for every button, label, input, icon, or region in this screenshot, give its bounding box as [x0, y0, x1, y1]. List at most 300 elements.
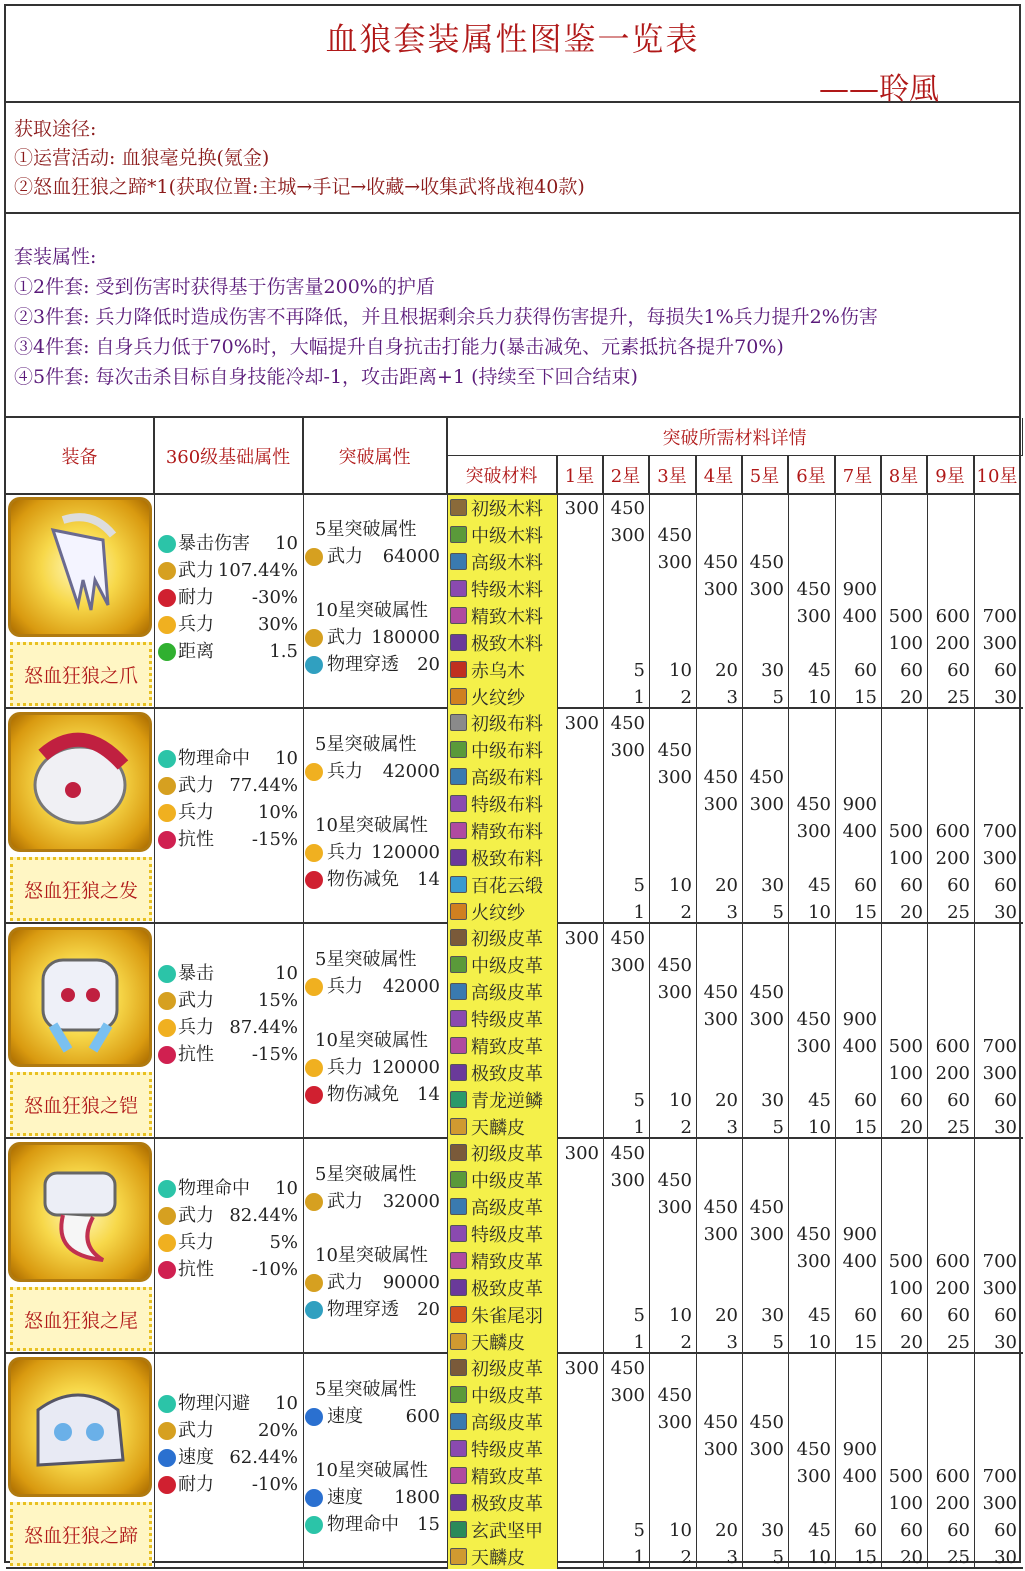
- material-amount: 600: [935, 821, 970, 842]
- materials-column: [447, 1354, 557, 1569]
- equipment-name: 怒血狂狼之尾: [10, 1287, 152, 1351]
- stat-label: 兵力: [327, 761, 363, 782]
- material-amount: 45: [808, 1090, 831, 1111]
- material-name: 特级皮革: [471, 1440, 543, 1461]
- material-item: [447, 1166, 557, 1193]
- obtain-section: [6, 103, 1019, 214]
- material-amount: 5: [633, 875, 645, 896]
- crit-damage-icon: [158, 535, 176, 553]
- material-name: 特级布料: [471, 795, 543, 816]
- material-amount: 300: [796, 1036, 831, 1057]
- grid-line-vertical: [603, 456, 604, 1569]
- material-amount: 300: [564, 498, 599, 519]
- attribute-label: 耐力: [178, 1474, 214, 1495]
- breakthrough-stat: [303, 1403, 446, 1430]
- material-amount: 100: [888, 1278, 923, 1299]
- breakthrough-heading-text: 5星突破属性: [315, 519, 417, 540]
- attribute-label: 武力: [178, 1420, 214, 1441]
- base-attributes: [156, 745, 300, 853]
- breakthrough-stat: [303, 1081, 446, 1108]
- grid-line-vertical: [788, 456, 789, 1569]
- header-star-2: 2星: [603, 456, 649, 494]
- author-signature: ——聆風: [819, 72, 939, 107]
- material-amount: 300: [703, 1439, 738, 1460]
- attribute-value: 10: [275, 963, 298, 984]
- material-item: [447, 924, 557, 951]
- material-amount: 60: [994, 875, 1017, 896]
- material-amount: 15: [854, 1117, 877, 1138]
- grid-line-vertical: [154, 418, 155, 1569]
- attribute-value: 15%: [257, 990, 298, 1011]
- material-amount: 5: [633, 660, 645, 681]
- material-icon: [450, 1359, 467, 1376]
- material-amount: 450: [703, 1197, 738, 1218]
- material-amount: 60: [900, 1090, 923, 1111]
- base-attribute: [156, 1417, 300, 1444]
- penetration-icon: [305, 1301, 323, 1319]
- grid-line-vertical: [303, 418, 304, 1569]
- material-amount: 450: [796, 794, 831, 815]
- speed-icon: [305, 1489, 323, 1507]
- material-item: [447, 494, 557, 521]
- speed-icon: [305, 1408, 323, 1426]
- material-amount: 20: [715, 1520, 738, 1541]
- grid-line-vertical: [881, 456, 882, 1569]
- material-item: [447, 709, 557, 736]
- material-item: [447, 844, 557, 871]
- attribute-label: 物理闪避: [178, 1393, 250, 1414]
- material-amount: 10: [808, 1117, 831, 1138]
- attribute-value: 62.44%: [229, 1447, 298, 1468]
- material-item: [447, 951, 557, 978]
- breakthrough-stat: [303, 1269, 446, 1296]
- material-amount: 300: [796, 821, 831, 842]
- troops-icon: [158, 804, 176, 822]
- material-amount: 60: [900, 1520, 923, 1541]
- material-name: 玄武坚甲: [471, 1521, 543, 1542]
- material-amount: 300: [982, 1278, 1017, 1299]
- stat-value: 14: [417, 1084, 440, 1105]
- material-icon: [450, 903, 467, 920]
- attribute-value: 5%: [269, 1232, 298, 1253]
- material-amount: 1: [633, 1332, 645, 1353]
- material-item: [447, 1113, 557, 1140]
- material-amount: 20: [900, 1332, 923, 1353]
- material-name: 精致皮革: [471, 1037, 543, 1058]
- material-amount: 300: [796, 1466, 831, 1487]
- material-amount: 1: [633, 1547, 645, 1568]
- material-item: [447, 548, 557, 575]
- material-amount: 300: [610, 1385, 645, 1406]
- material-amount: 100: [888, 848, 923, 869]
- material-amount: 300: [610, 955, 645, 976]
- material-icon: [450, 1440, 467, 1457]
- material-amount: 450: [657, 1170, 692, 1191]
- material-name: 青龙逆鳞: [471, 1091, 543, 1112]
- attribute-label: 抗性: [178, 1044, 214, 1065]
- material-name: 中级木料: [471, 526, 543, 547]
- material-amount: 20: [900, 1117, 923, 1138]
- stamina-icon: [158, 589, 176, 607]
- sword-icon: [158, 1207, 176, 1225]
- material-icon: [450, 1333, 467, 1350]
- material-icon: [450, 1386, 467, 1403]
- material-amount: 30: [994, 687, 1017, 708]
- equipment-icon: [8, 927, 152, 1067]
- breakthrough-stat: [303, 1188, 446, 1215]
- material-name: 初级布料: [471, 714, 543, 735]
- material-amount: 450: [796, 579, 831, 600]
- materials-column: [447, 924, 557, 1139]
- material-amount: 2: [680, 1547, 692, 1568]
- material-amount: 450: [610, 713, 645, 734]
- material-item: [447, 1408, 557, 1435]
- material-name: 精致皮革: [471, 1252, 543, 1273]
- base-attribute: [156, 826, 300, 853]
- material-amount: 2: [680, 902, 692, 923]
- penetration-icon: [305, 656, 323, 674]
- base-attribute: [156, 1444, 300, 1471]
- base-attribute: [156, 611, 300, 638]
- base-attribute: [156, 960, 300, 987]
- material-icon: [450, 634, 467, 651]
- set-bonus-2pc: ①2件套: 受到伤害时获得基于伤害量200%的护盾: [14, 276, 435, 298]
- breakthrough-attributes: [303, 516, 446, 678]
- material-icon: [450, 661, 467, 678]
- material-icon: [450, 929, 467, 946]
- attribute-value: 20%: [257, 1420, 298, 1441]
- material-icon: [450, 499, 467, 516]
- material-amount: 300: [703, 1224, 738, 1245]
- material-icon: [450, 1548, 467, 1565]
- material-amount: 10: [808, 687, 831, 708]
- material-name: 精致布料: [471, 822, 543, 843]
- base-attribute: [156, 584, 300, 611]
- material-item: [447, 1354, 557, 1381]
- material-amount: 600: [935, 1036, 970, 1057]
- material-name: 朱雀尾羽: [471, 1306, 543, 1327]
- material-amount: 10: [669, 1305, 692, 1326]
- material-amount: 450: [796, 1224, 831, 1245]
- breakthrough-heading-text: 5星突破属性: [315, 1164, 417, 1185]
- attribute-label: 抗性: [178, 829, 214, 850]
- material-amount: 60: [947, 1090, 970, 1111]
- material-amount: 450: [657, 740, 692, 761]
- material-amount: 300: [982, 848, 1017, 869]
- breakthrough-stat: [303, 1054, 446, 1081]
- material-amount: 20: [900, 1547, 923, 1568]
- material-amount: 30: [761, 1305, 784, 1326]
- attribute-value: 10: [275, 748, 298, 769]
- material-icon: [450, 741, 467, 758]
- accuracy-icon: [305, 1516, 323, 1534]
- material-amount: 400: [842, 1036, 877, 1057]
- material-amount: 450: [749, 1197, 784, 1218]
- grid-line-vertical: [927, 456, 928, 1569]
- material-amount: 60: [947, 1305, 970, 1326]
- material-icon: [450, 1521, 467, 1538]
- attribute-value: 1.5: [269, 641, 298, 662]
- material-name: 天麟皮: [471, 1548, 525, 1569]
- material-amount: 300: [982, 1493, 1017, 1514]
- attribute-label: 物理命中: [178, 1178, 250, 1199]
- material-amount: 60: [854, 875, 877, 896]
- base-attribute: [156, 1041, 300, 1068]
- material-amount: 450: [610, 1358, 645, 1379]
- attribute-label: 速度: [178, 1447, 214, 1468]
- material-amount: 45: [808, 1520, 831, 1541]
- header-breakthrough: 突破属性: [303, 418, 447, 494]
- stat-value: 42000: [382, 761, 440, 782]
- material-item: [447, 575, 557, 602]
- breakthrough-heading-text: 5星突破属性: [315, 734, 417, 755]
- material-item: [447, 656, 557, 683]
- breakthrough-attributes: [303, 946, 446, 1108]
- attribute-label: 耐力: [178, 587, 214, 608]
- stat-value: 120000: [371, 1057, 440, 1078]
- material-amount: 10: [669, 1520, 692, 1541]
- material-amount: 300: [657, 1412, 692, 1433]
- material-amount: 400: [842, 821, 877, 842]
- material-icon: [450, 1306, 467, 1323]
- stat-value: 14: [417, 869, 440, 890]
- material-amount: 20: [900, 687, 923, 708]
- grid-line-vertical: [696, 456, 697, 1569]
- attribute-label: 兵力: [178, 802, 214, 823]
- material-name: 天麟皮: [471, 1118, 525, 1139]
- speed-icon: [158, 1449, 176, 1467]
- breakthrough-stat: [303, 1511, 446, 1538]
- grid-line-header: [6, 493, 1021, 495]
- material-name: 高级皮革: [471, 1198, 543, 1219]
- troops-icon: [158, 616, 176, 634]
- material-icon: [450, 956, 467, 973]
- base-attribute: [156, 1014, 300, 1041]
- sword-icon: [305, 1274, 323, 1292]
- material-icon: [450, 714, 467, 731]
- attribute-value: 82.44%: [229, 1205, 298, 1226]
- material-icon: [450, 1494, 467, 1511]
- material-name: 特级皮革: [471, 1225, 543, 1246]
- material-amount: 25: [947, 687, 970, 708]
- material-amount: 200: [935, 1063, 970, 1084]
- material-amount: 500: [888, 1036, 923, 1057]
- material-name: 中级皮革: [471, 1171, 543, 1192]
- material-amount: 5: [772, 1547, 784, 1568]
- breakthrough-heading-text: 10星突破属性: [315, 600, 428, 621]
- material-name: 高级布料: [471, 768, 543, 789]
- page-title: 血狼套装属性图鉴一览表: [325, 20, 700, 58]
- material-amount: 450: [610, 498, 645, 519]
- material-amount: 400: [842, 1251, 877, 1272]
- material-name: 中级皮革: [471, 1386, 543, 1407]
- material-name: 极致皮革: [471, 1064, 543, 1085]
- material-name: 赤乌木: [471, 661, 525, 682]
- material-amount: 300: [564, 1143, 599, 1164]
- spacer: [303, 785, 446, 812]
- resistance-icon: [158, 831, 176, 849]
- base-attribute: [156, 799, 300, 826]
- material-item: [447, 817, 557, 844]
- base-attribute: [156, 1471, 300, 1498]
- attribute-label: 距离: [178, 641, 214, 662]
- material-amount: 30: [761, 660, 784, 681]
- attribute-value: 10: [275, 1393, 298, 1414]
- base-attribute: [156, 987, 300, 1014]
- material-amount: 300: [564, 713, 599, 734]
- breakthrough-heading-text: 5星突破属性: [315, 949, 417, 970]
- stat-value: 20: [417, 654, 440, 675]
- troops-icon: [305, 978, 323, 996]
- material-amount: 10: [808, 902, 831, 923]
- material-amount: 900: [842, 794, 877, 815]
- material-amount: 900: [842, 1009, 877, 1030]
- equipment-row: [6, 494, 1023, 709]
- material-name: 高级皮革: [471, 983, 543, 1004]
- material-amount: 700: [982, 821, 1017, 842]
- material-name: 精致木料: [471, 607, 543, 628]
- material-amount: 1: [633, 687, 645, 708]
- material-item: [447, 1005, 557, 1032]
- base-attributes: [156, 1175, 300, 1283]
- material-name: 中级布料: [471, 741, 543, 762]
- material-icon: [450, 607, 467, 624]
- material-name: 初级皮革: [471, 929, 543, 950]
- material-amount: 900: [842, 1224, 877, 1245]
- accuracy-icon: [158, 750, 176, 768]
- base-attribute: [156, 745, 300, 772]
- material-item: [447, 978, 557, 1005]
- grid-line-vertical: [974, 456, 975, 1569]
- attribute-value: 10%: [257, 802, 298, 823]
- material-amount: 300: [982, 633, 1017, 654]
- base-attribute: [156, 1256, 300, 1283]
- stat-value: 600: [405, 1406, 440, 1427]
- header-material-column: 突破材料: [447, 456, 557, 494]
- equipment-row: [6, 924, 1023, 1139]
- material-name: 特级木料: [471, 580, 543, 601]
- material-amount: 25: [947, 1332, 970, 1353]
- material-amount: 45: [808, 660, 831, 681]
- material-amount: 20: [715, 660, 738, 681]
- material-amount: 15: [854, 1332, 877, 1353]
- material-amount: 2: [680, 1117, 692, 1138]
- material-amount: 300: [982, 1063, 1017, 1084]
- grid-line-vertical: [835, 456, 836, 1569]
- material-item: [447, 1489, 557, 1516]
- material-name: 初级皮革: [471, 1144, 543, 1165]
- material-amount: 15: [854, 687, 877, 708]
- material-item: [447, 1543, 557, 1570]
- base-attribute: [156, 530, 300, 557]
- breakthrough-heading-text: 10星突破属性: [315, 815, 428, 836]
- sword-icon: [305, 548, 323, 566]
- header-star-8: 8星: [881, 456, 927, 494]
- material-amount: 900: [842, 579, 877, 600]
- breakthrough-heading: [303, 1242, 446, 1269]
- obtain-line: ①运营活动: 血狼毫兑换(氪金): [14, 147, 270, 169]
- attribute-label: 暴击: [178, 963, 214, 984]
- stat-label: 速度: [327, 1406, 363, 1427]
- material-amount: 400: [842, 606, 877, 627]
- material-item: [447, 736, 557, 763]
- spacer: [303, 1000, 446, 1027]
- breakthrough-stat: [303, 651, 446, 678]
- material-icon: [450, 553, 467, 570]
- troops-icon: [305, 844, 323, 862]
- material-item: [447, 790, 557, 817]
- material-amount: 15: [854, 1547, 877, 1568]
- material-amount: 20: [715, 875, 738, 896]
- material-amount: 450: [749, 552, 784, 573]
- materials-column: [447, 1139, 557, 1354]
- material-amount: 10: [669, 1090, 692, 1111]
- material-item: [447, 763, 557, 790]
- material-item: [447, 1220, 557, 1247]
- breakthrough-attributes: [303, 1376, 446, 1538]
- material-amount: 10: [808, 1332, 831, 1353]
- material-amount: 450: [796, 1439, 831, 1460]
- material-amount: 3: [726, 902, 738, 923]
- base-attributes: [156, 530, 300, 665]
- material-icon: [450, 1010, 467, 1027]
- material-item: [447, 1059, 557, 1086]
- material-amount: 25: [947, 1117, 970, 1138]
- sword-icon: [158, 562, 176, 580]
- header-base-attributes: 360级基础属性: [154, 418, 303, 494]
- material-icon: [450, 1091, 467, 1108]
- material-item: [447, 898, 557, 925]
- material-item: [447, 1435, 557, 1462]
- material-icon: [450, 1467, 467, 1484]
- breakthrough-stat: [303, 758, 446, 785]
- material-icon: [450, 1198, 467, 1215]
- attribute-label: 武力: [178, 560, 214, 581]
- breakthrough-heading-text: 10星突破属性: [315, 1030, 428, 1051]
- evasion-icon: [158, 1395, 176, 1413]
- attribute-value: -30%: [251, 587, 298, 608]
- stat-value: 42000: [382, 976, 440, 997]
- material-amount: 5: [633, 1305, 645, 1326]
- material-amount: 30: [761, 1090, 784, 1111]
- stat-value: 180000: [371, 627, 440, 648]
- equipment-name: 怒血狂狼之爪: [10, 642, 152, 706]
- grid-line-vertical: [557, 456, 558, 1569]
- range-icon: [158, 643, 176, 661]
- material-item: [447, 683, 557, 710]
- breakthrough-stat: [303, 1296, 446, 1323]
- material-amount: 60: [947, 875, 970, 896]
- material-amount: 450: [703, 1412, 738, 1433]
- troops-icon: [305, 1059, 323, 1077]
- attribute-value: 77.44%: [229, 775, 298, 796]
- grid-line-vertical: [649, 456, 650, 1569]
- material-amount: 20: [715, 1090, 738, 1111]
- material-amount: 300: [657, 982, 692, 1003]
- material-amount: 100: [888, 633, 923, 654]
- materials-column: [447, 709, 557, 924]
- stat-label: 物理穿透: [327, 1299, 399, 1320]
- material-item: [447, 1328, 557, 1355]
- material-amount: 5: [633, 1520, 645, 1541]
- breakthrough-heading-text: 10星突破属性: [315, 1245, 428, 1266]
- stat-label: 物伤减免: [327, 1084, 399, 1105]
- base-attribute: [156, 557, 300, 584]
- material-amount: 300: [749, 1224, 784, 1245]
- material-amount: 450: [657, 525, 692, 546]
- material-name: 极致皮革: [471, 1279, 543, 1300]
- attribute-label: 武力: [178, 775, 214, 796]
